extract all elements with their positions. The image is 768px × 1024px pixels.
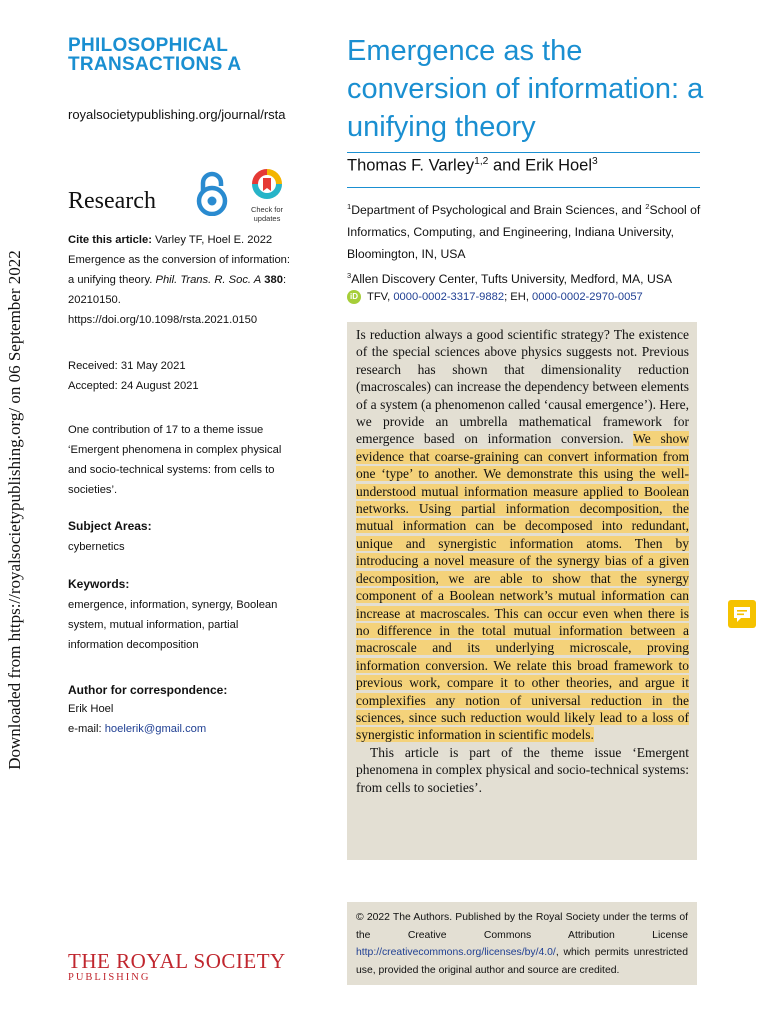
affiliation-3 [347,265,702,290]
affil-1-sup: 1 [347,202,352,211]
citation-label: Cite this article: [68,234,152,246]
license-text-a: © 2022 The Authors. Published by the Royal Society under the terms of the Creative Commons Attribution License [356,912,688,941]
abstract-panel [347,322,697,860]
orcid-line [347,290,643,304]
keywords: emergence, information, synergy, Boolean system, mutual information, partial information decomposition [68,599,278,651]
check-updates-line2: updates [253,214,281,223]
citation-volume: 380 [264,274,283,286]
download-watermark [0,0,30,1024]
comment-note-button[interactable] [728,600,756,628]
affil-1-text: Department of Psychological and Brain Sciences, and [351,203,646,218]
affil-3-sup: 3 [347,271,352,281]
author-1: Thomas F. Varley [347,156,475,175]
affiliations [347,196,702,290]
abstract-highlight[interactable]: We show evidence that coarse-graining can convert information from one ‘type’ to another. We demonstrate this using the well-understood mutual information measure applied to Boolean networks. Using partial information decomposition, the mutual information can be decomposed into redundant, unique and synergistic information atoms. Then by introducing a novel measure of the synergy bias of a given decomposition, we are able to show that the synergy component of a Boolean network’s mutual information can increase at macroscales. This can occur even when there is no difference in the total mutual information between a macroscale and its underlying microscale, proving information conversion. We relate this broad framework to previous work, compare it to other theories, and argue it complexifies any notion of universal reduction in the sciences, since such reduction would likely lead to a loss of synergistic information in scientific models. [356,431,690,743]
license-panel [347,902,697,985]
correspondence-name: Erik Hoel [68,703,114,715]
accepted-date: Accepted: 24 August 2021 [68,380,199,392]
correspondence [68,699,290,739]
orcid-icon: iD [347,290,361,304]
license-text-b: , which permits unrestricted use, provided the original author and source are credited. [356,947,688,976]
email-label: e-mail: [68,723,105,735]
theme-issue-note: One contribution of 17 to a theme issue ‘Emergent phenomena in complex physical and socio-technical systems: from cells to societies’. [68,424,282,496]
subject-areas: cybernetics [68,541,125,553]
keywords-heading: Keywords: [68,577,130,591]
abstract-text [356,326,689,744]
citation [68,230,290,330]
affil-2-text: School of Informatics, Computing, and Engineering, Indiana University, Bloomington, IN, USA [347,203,701,262]
citation-journal: Phil. Trans. R. Soc. A [155,274,262,286]
publisher-line2: PUBLISHING [68,972,151,983]
author-2-affil: 3 [592,156,598,167]
subject-areas-heading: Subject Areas: [68,519,152,533]
orcid-tfv-link[interactable]: 0000-0002-3317-9882 [393,290,505,303]
affil-2-sup: 2 [645,202,650,211]
download-note: Downloaded from https://royalsocietypublishing.org/ on 06 September 2022 [5,250,24,770]
article-title: Emergence as the conversion of information: a unifying theory [347,35,704,143]
email-link[interactable]: hoelerik@gmail.com [104,723,207,735]
title-divider [347,152,700,153]
check-updates-line1: Check for [250,205,284,214]
publisher-logo[interactable] [68,950,286,984]
journal-name-line1: PHILOSOPHICAL [68,35,229,56]
affiliation-1-2 [347,196,702,265]
orcid-eh-link[interactable]: 0000-0002-2970-0057 [532,290,643,303]
citation-text: Varley TF, Hoel E. 2022 Emergence as the conversion of information: a unifying theory. [68,234,291,286]
journal-name[interactable] [68,36,328,74]
affil-3-text: Allen Discovery Center, Tufts University, Medford, MA, USA [351,272,673,287]
author-1-affil: 1,2 [474,156,489,167]
citation-article-id: : 20210150. [68,274,287,306]
received-date: Received: 31 May 2021 [68,360,186,372]
abstract-plain: Is reduction always a good scientific strategy? The existence of the special sciences above physics suggests not. Previous research has shown that dimensionality reduction (macroscales) can increase the dependency between elements of a system (a phenomenon called ‘causal emergence’). Here, we provide an umbrella mathematical framework for emergence based on information conversion. [356,327,689,447]
check-for-updates-badge[interactable] [244,168,290,223]
open-access-lock-icon [194,170,230,216]
license-link[interactable]: http://creativecommons.org/licenses/by/4.0/ [356,947,556,958]
publisher-line1: THE ROYAL SOCIETY [68,949,286,973]
journal-url[interactable]: royalsocietypublishing.org/journal/rsta [68,107,286,122]
orcid-eh-label: ; EH, [504,290,533,303]
correspondence-heading: Author for correspondence: [68,683,228,697]
author-2: and Erik Hoel [488,156,593,175]
authors [347,156,598,176]
journal-name-line2: TRANSACTIONS A [68,54,242,75]
correspondence-email-line [68,719,290,739]
comment-icon [728,600,756,628]
citation-doi[interactable]: https://doi.org/10.1098/rsta.2021.0150 [68,314,258,326]
check-updates-icon [250,168,284,200]
article-type: Research [68,188,156,214]
article-dates [68,356,290,396]
authors-divider [347,187,700,188]
orcid-tfv-label: TFV, [367,290,394,303]
abstract-theme-note: This article is part of the theme issue ‘Emergent phenomena in complex physical and socio-technical systems: from cells to societies’. [356,744,689,795]
